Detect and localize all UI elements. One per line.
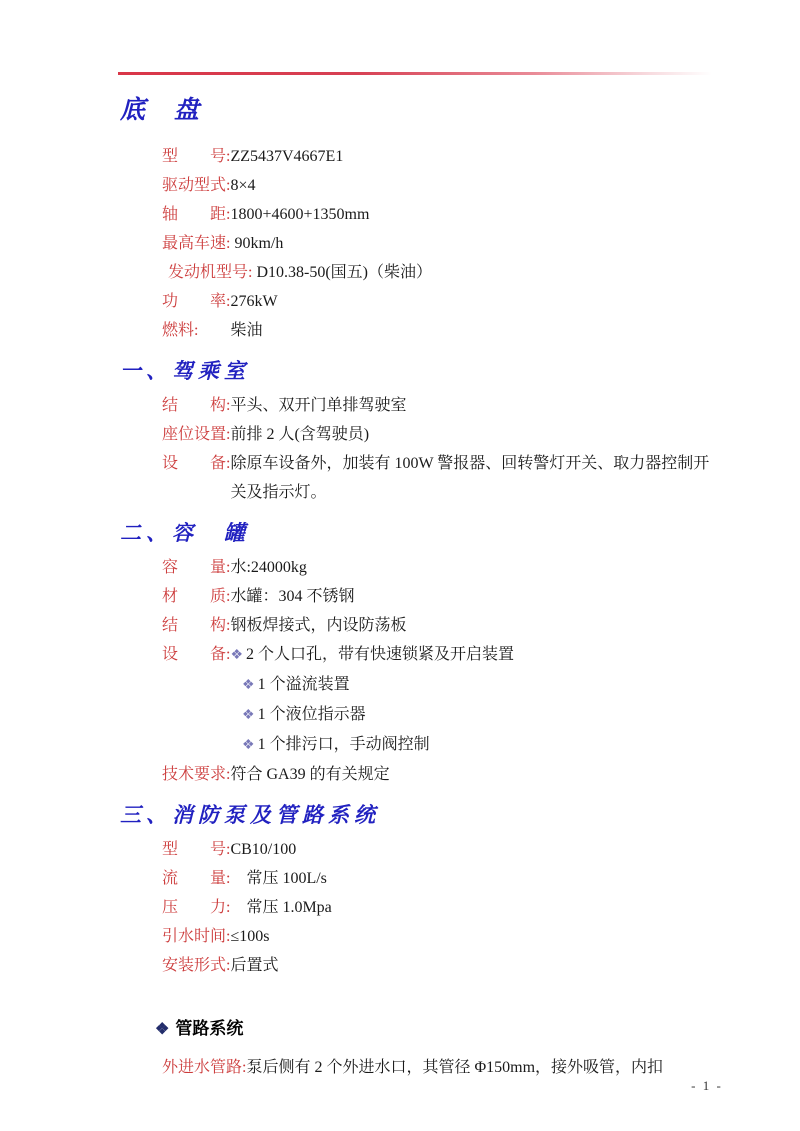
spec-label: 发动机型号: [168,264,253,281]
spec-label: 安装形式: [162,957,231,974]
pipe-subsection [120,1014,712,1082]
spec-value: 平头、双开门单排驾驶室 [230,397,407,414]
spec-label: 轴 距: [162,206,231,223]
spec-row [120,258,712,287]
equipment-item-text: 2 个人口孔，带有快速锁紧及开启装置 [246,646,515,663]
spec-value: 8×4 [230,177,256,194]
equipment-item-text: 1 个液位指示器 [257,706,366,723]
diamond-bullet-icon: ❖ [242,708,255,723]
spec-row [120,760,712,789]
spec-label: 技术要求: [162,766,231,783]
tank-title: 二、容 罐 [120,521,250,545]
pump-title: 三、消防泵及管路系统 [120,803,380,827]
spec-value: 后置式 [230,957,279,974]
document-content [120,86,712,1082]
spec-value: 钢板焊接式，内设防荡板 [230,617,407,634]
spec-label: 压 力: [162,899,231,916]
spec-value: 90km/h [230,235,284,252]
section-cab [120,357,712,507]
spec-value: 常压 100L/s [230,870,327,887]
equipment-item-text: 1 个溢流装置 [257,676,350,693]
spec-row [120,864,712,893]
diamond-bullet-icon: ❖ [242,738,255,753]
equipment-item [120,730,712,760]
spec-row-equipment [120,640,712,670]
spec-row [120,611,712,640]
spec-row [120,287,712,316]
pipe-subsection-title [155,1014,712,1045]
spec-row [120,420,712,449]
spec-value: ZZ5437V4667E1 [230,148,344,165]
spec-row [120,171,712,200]
spec-row [120,200,712,229]
section-tank [120,519,712,789]
spec-row [120,142,712,171]
spec-label: 型 号: [162,841,231,858]
diamond-bullet-icon: ❖ [242,678,255,693]
spec-label: 设 备: [162,455,231,472]
spec-value: 泵后侧有 2 个外进水口，其管径 Φ150mm，接外吸管，内扣 [246,1059,664,1076]
diamond-bullet-icon: ❖ [230,648,244,663]
equipment-item-text: 1 个排污口，手动阀控制 [257,736,430,753]
spec-value: ≤100s [230,928,270,945]
spec-label: 驱动型式: [162,177,231,194]
spec-value: 符合 GA39 的有关规定 [230,766,390,783]
pipe-subsection-title-text: 管路系统 [175,1019,244,1038]
spec-row [155,1053,712,1082]
spec-label: 结 构: [162,397,231,414]
spec-value: 前排 2 人(含驾驶员) [230,426,370,443]
spec-value: D10.38-50(国五)（柴油） [252,264,432,281]
spec-value: 除原车设备外，加装有 100W 警报器、回转警灯开关、取力器控制开关及指示灯。 [230,455,710,501]
spec-value: 276kW [230,293,278,310]
spec-label: 功 率: [162,293,231,310]
equipment-item [120,700,712,730]
spec-row [120,893,712,922]
spec-label: 流 量: [162,870,231,887]
spec-label: 座位设置: [162,426,231,443]
spec-label: 结 构: [162,617,231,634]
spec-label: 材 质: [162,588,231,605]
spec-row [120,229,712,258]
spec-value: 1800+4600+1350mm [230,206,370,223]
spec-row [120,951,712,980]
chassis-title: 底 盘 [120,97,202,124]
diamond-heading-icon: ❖ [155,1021,170,1038]
spec-value: CB10/100 [230,841,297,858]
spec-label: 设 备: [162,646,231,663]
spec-row [120,922,712,951]
equipment-item [120,670,712,700]
spec-row [120,553,712,582]
spec-row [120,582,712,611]
spec-label: 燃料: [162,322,199,339]
header-rule [118,72,712,75]
spec-row [120,316,712,345]
spec-label: 外进水管路: [162,1059,247,1076]
section-pump [120,801,712,1082]
spec-value: 水:24000kg [230,559,307,576]
spec-row [120,391,712,420]
page-number: - 1 - [691,1078,723,1093]
spec-label: 引水时间: [162,928,231,945]
section-chassis [120,94,712,345]
spec-value: 常压 1.0Mpa [230,899,332,916]
spec-label: 最高车速: [162,235,231,252]
pipe-subsection-rows [155,1053,712,1082]
spec-label: 型 号: [162,148,231,165]
spec-label: 容 量: [162,559,231,576]
cab-title: 一、驾乘室 [120,359,250,383]
spec-value: 柴油 [198,322,263,339]
spec-row [120,835,712,864]
equipment-item [230,640,514,670]
spec-value: 水罐：304 不锈钢 [230,588,355,605]
spec-row [120,449,712,507]
